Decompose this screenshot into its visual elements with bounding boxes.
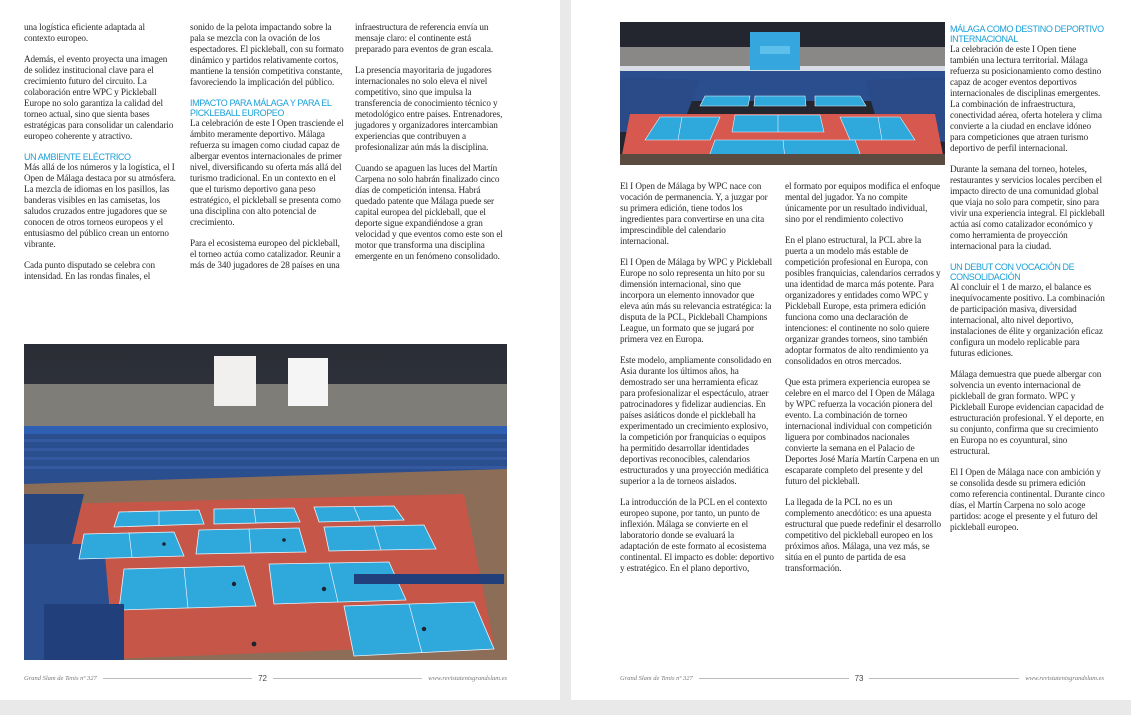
- paragraph: sonido de la pelota impactando sobre la pala se mezcla con la ovación de los espectadores. El pickleball, con su formato dinámico y partidos relativamente cortos, mantiene la tensión competitiva constante, favoreciendo la implicación del público.: [190, 22, 344, 87]
- footer-rule: [273, 678, 422, 679]
- paragraph: Málaga demuestra que puede albergar con solvencia un evento internacional de pickleball de gran formato. WPC y Pickleball Europe evidencian capacidad de estructuración profesional. Y el deporte, en su conjunto, confirma que su crecimiento en Europa no es coyuntural, sino estructural.: [950, 369, 1104, 456]
- left-column-1: [24, 22, 176, 292]
- section-heading: IMPACTO PARA MÁLAGA Y PARA EL PICKLEBALL EUROPEO: [190, 98, 332, 118]
- right-column-2: [785, 181, 941, 584]
- paragraph: Al concluir el 1 de marzo, el balance es inequívocamente positivo. La combinación de participación masiva, diversidad internacional, alto nivel deportivo, instalaciones de élite y organización eficaz configura un modelo replicable para futuras ediciones.: [950, 282, 1105, 358]
- paragraph: Durante la semana del torneo, hoteles, restaurantes y servicios locales perciben el impacto directo de una comunidad global que viaja no solo para competir, sino para vivir una experiencia integral. El pickleball actúa así como catalizador económico y como herramienta de proyección internacional para la ciudad.: [950, 164, 1105, 251]
- paragraph: El I Open de Málaga nace con ambición y se consolida desde su primera edición como referencia continental. Durante cinco días, el Martín Carpena no solo acoge partidos: acoge el presente y el futuro del pickleball europeo.: [950, 467, 1105, 532]
- paragraph: Para el ecosistema europeo del pickleball, el torneo actúa como catalizador. Reunir a más de 340 jugadores de 28 países en una: [190, 238, 341, 270]
- arena-photo-illustration: [620, 22, 945, 165]
- paragraph: En el plano estructural, la PCL abre la puerta a un modelo más estable de competición profesional en Europa, con posibles franquicias, calendarios cerrados y una identidad de marca más potente. Para organizadores y entidades como WPC y Pickleball Europe, esta primera edición funciona como una declaración de intenciones: el continente no solo quiere organizar grandes torneos, sino también adoptar formatos de alto rendimiento ya consolidados en otros mercados.: [785, 235, 941, 366]
- section-heading: UN AMBIENTE ELÉCTRICO: [24, 152, 131, 162]
- paragraph: Que esta primera experiencia europea se celebre en el marco del I Open de Málaga by WPC refuerza la vocación pionera del evento. La combinación de torneo internacional individual con competición liguera por combinados nacionales convierte la semana en el Palacio de Deportes José María Martín Carpena en un escaparate completo del presente y del futuro del pickleball.: [785, 377, 940, 486]
- arena-photo-illustration: [24, 344, 507, 660]
- page-footer: [24, 672, 507, 684]
- footer-rule: [699, 678, 849, 679]
- paragraph: El I Open de Málaga by WPC nace con vocación de permanencia. Y, a juzgar por su primera edición, tiene todos los ingredientes para convertirse en una cita imprescindible del calendario internacional.: [620, 181, 768, 246]
- paragraph: La celebración de este I Open tiene también una lectura territorial. Málaga refuerza su posicionamiento como destino capaz de acoger eventos deportivos internacionales de disciplinas emergentes. La combinación de infraestructura, conectividad aérea, oferta hotelera y clima convierte a la ciudad en enclave idóneo para competiciones que atraen turismo deportivo de perfil internacional.: [950, 44, 1102, 153]
- footer-magazine-issue: Grand Slam de Tenis nº 327: [24, 674, 97, 682]
- footer-rule: [103, 678, 252, 679]
- paragraph: Cuando se apaguen las luces del Martín Carpena no solo habrán finalizado cinco días de competición intensa. Habrá quedado patente que Málaga puede ser capital europea del pickleball, que el deporte sigue expandiéndose a gran velocidad y que eventos como este son el motor que transforma una disciplina emergente en un fenómeno consolidado.: [355, 163, 503, 261]
- section-heading: MÁLAGA COMO DESTINO DEPORTIVO INTERNACIONAL: [950, 24, 1104, 44]
- paragraph: Cada punto disputado se celebra con intensidad. En las rondas finales, el: [24, 260, 155, 281]
- footer-website[interactable]: www.revistatenisgrandslam.es: [428, 674, 508, 682]
- paragraph: infraestructura de referencia envía un mensaje claro: el continente está preparado para eventos de gran escala.: [355, 22, 494, 54]
- arena-photo-wide: [24, 344, 507, 660]
- left-page: [0, 0, 560, 700]
- paragraph: El I Open de Málaga by WPC y Pickleball Europe no solo representa un hito por su dimensión internacional, sino que incorpora un elemento innovador que eleva aún más su relevancia estratégica: la disputa de la PCL, Pickleball Champions League, un formato que se jugará por primera vez en Europa.: [620, 257, 773, 344]
- paragraph: La presencia mayoritaria de jugadores internacionales no solo eleva el nivel competitivo, sino que impulsa la transferencia de conocimiento técnico y metodológico entre países. Entrenadores, jugadores y organizadores intercambian experiencias que contribuyen a profesionalizar aún más la disciplina.: [355, 65, 503, 152]
- paragraph: Además, el evento proyecta una imagen de solidez institucional clave para el crecimiento futuro del circuito. La colaboración entre WPC y Pickleball Europe no solo garantiza la calidad del torneo actual, sino que sienta bases estratégicas para consolidar un calendario europeo coherente y atractivo.: [24, 54, 174, 141]
- section-heading: UN DEBUT CON VOCACIÓN DE CONSOLIDACIÓN: [950, 262, 1075, 282]
- paragraph: La llegada de la PCL no es un complemento anecdótico: es una apuesta estructural que puede redefinir el desarrollo competitivo del pickleball europeo en los próximos años. Málaga, una vez más, se sitúa en el punto de partida de esa transformación.: [785, 497, 941, 573]
- page-number: 73: [854, 673, 864, 683]
- footer-website[interactable]: www.revistatenisgrandslam.es: [1025, 674, 1105, 682]
- page-number: 72: [258, 673, 267, 683]
- paragraph: Más allá de los números y la logística, el I Open de Málaga destaca por su atmósfera. La mezcla de idiomas en los pasillos, las banderas visibles en las camisetas, los saludos cruzados entre jugadores que se conocen de otros torneos europeos y el entusiasmo del público crean un entorno vibrante.: [24, 162, 176, 249]
- right-page: [571, 0, 1131, 700]
- paragraph: La celebración de este I Open trasciende el ámbito meramente deportivo. Málaga refuerza su imagen como ciudad capaz de albergar eventos internacionales de primer nivel, diversificando su oferta más allá del turismo tradicional. En un contexto en el que el turismo deportivo gana peso estratégico, el pickleball se presenta como una disciplina con alto potencial de crecimiento.: [190, 118, 344, 227]
- paragraph: el formato por equipos modifica el enfoque mental del jugador. Ya no compite únicamente por un resultado individual, sino por el rendimiento colectivo: [785, 181, 940, 224]
- sponsor-banner: [214, 356, 256, 406]
- left-column-2: [190, 22, 344, 281]
- arena-photo-courts: [620, 22, 945, 165]
- paragraph: una logística eficiente adaptada al contexto europeo.: [24, 22, 145, 43]
- sponsor-banner: [288, 358, 328, 406]
- page-footer: [620, 672, 1104, 684]
- right-column-1: [620, 181, 774, 584]
- paragraph: La introducción de la PCL en el contexto europeo supone, por tanto, un punto de inflexión. Málaga se convierte en el laboratorio donde se evaluará la adaptación de este formato al ecosistema continental. El impacto es doble: deportivo y estratégico. En el plano deportivo,: [620, 497, 774, 573]
- right-column-3: [950, 24, 1106, 543]
- paragraph: Este modelo, ampliamente consolidado en Asia durante los últimos años, ha demostrado ser una herramienta eficaz para profesionalizar el espectáculo, atraer patrocinadores y fidelizar audiencias. En países asiáticos donde el pickleball ha experimentado un crecimiento explosivo, la competición por franquicias o equipos ha permitido desarrollar identidades deportivas reconocibles, calendarios estructurados y una proyección mediática superior a la de torneos aislados.: [620, 355, 772, 486]
- footer-magazine-issue: Grand Slam de Tenis nº 327: [620, 674, 693, 682]
- left-column-3: [355, 22, 509, 272]
- footer-rule: [869, 678, 1019, 679]
